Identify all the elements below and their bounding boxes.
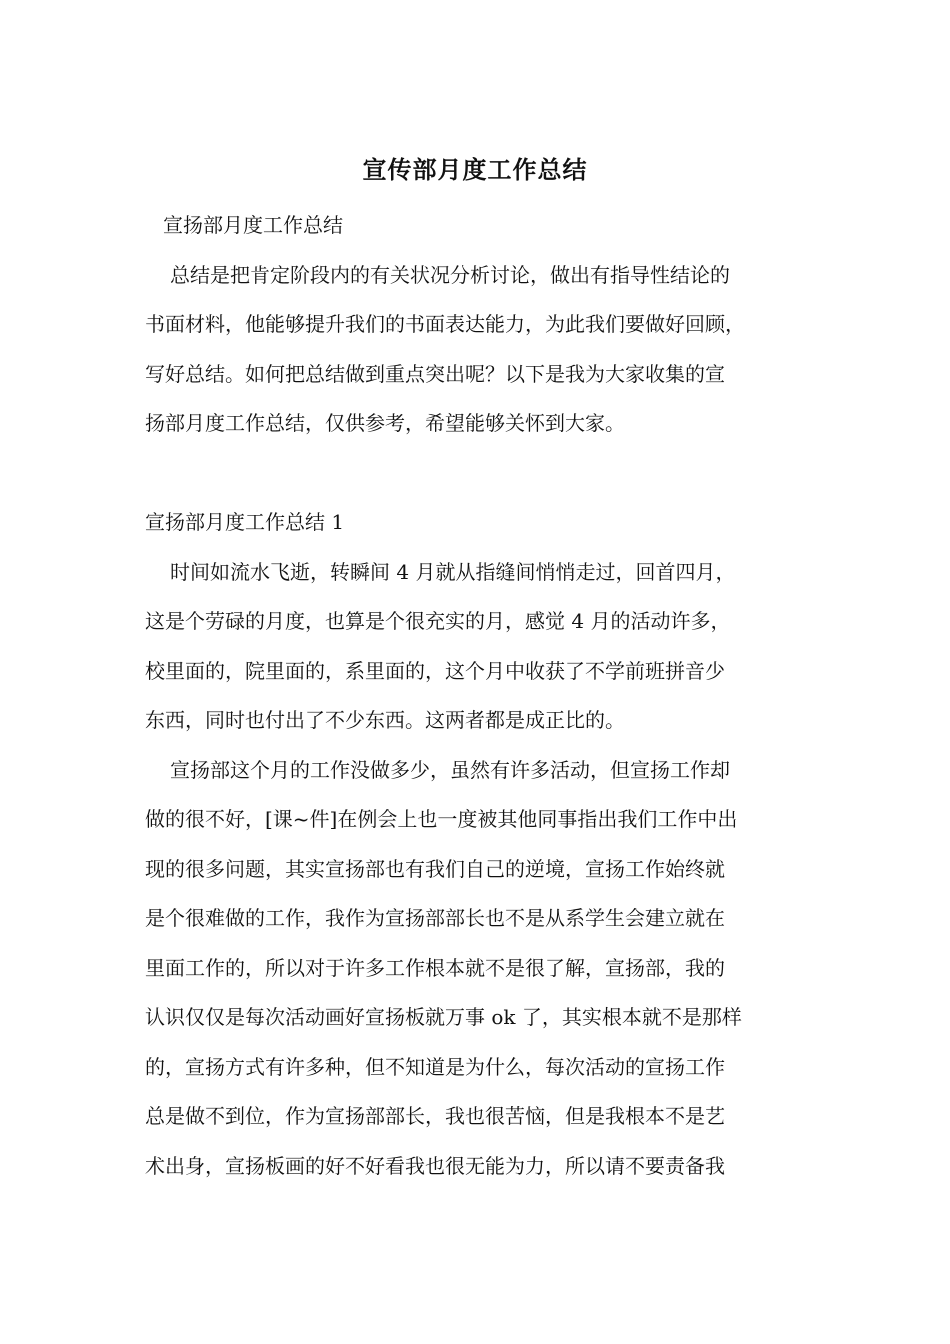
paragraph-line: 宣扬部这个月的工作没做多少，虽然有许多活动，但宣扬工作却 — [170, 757, 730, 782]
paragraph-line: 里面工作的，所以对于许多工作根本就不是很了解，宣扬部，我的 — [145, 955, 725, 980]
paragraph-line: 东西，同时也付出了不少东西。这两者都是成正比的。 — [145, 708, 625, 732]
paragraph-line: 这是个劳碌的月度，也算是个很充实的月，感觉 4 月的活动许多， — [145, 609, 731, 633]
intro-line: 扬部月度工作总结，仅供参考，希望能够关怀到大家。 — [145, 411, 625, 435]
paragraph-line: 现的很多问题，其实宣扬部也有我们自己的逆境，宣扬工作始终就 — [145, 856, 725, 881]
paragraph-line: 校里面的，院里面的，系里面的，这个月中收获了不学前班拼音少 — [145, 658, 725, 683]
paragraph-line: 时间如流水飞逝，转瞬间 4 月就从指缝间悄悄走过，回首四月， — [170, 559, 736, 584]
intro-line: 书面材料，他能够提升我们的书面表达能力，为此我们要做好回顾， — [145, 312, 745, 336]
paragraph-line: 是个很难做的工作，我作为宣扬部部长也不是从系学生会建立就在 — [145, 906, 725, 930]
paragraph-line: 的，宣扬方式有许多种，但不知道是为什么，每次活动的宣扬工作 — [145, 1054, 725, 1079]
intro-line: 写好总结。如何把总结做到重点突出呢？以下是我为大家收集的宣 — [145, 361, 725, 386]
intro-line: 总结是把肯定阶段内的有关状况分析讨论，做出有指导性结论的 — [170, 262, 730, 287]
paragraph-line: 认识仅仅是每次活动画好宣扬板就万事 ok 了，其实根本就不是那样 — [145, 1005, 742, 1029]
intro-heading: 宣扬部月度工作总结 — [163, 213, 343, 237]
section-heading: 宣扬部月度工作总结 1 — [145, 510, 345, 534]
intro-block — [145, 201, 825, 449]
paragraph-line: 总是做不到位，作为宣扬部部长，我也很苦恼，但是我根本不是艺 — [145, 1104, 725, 1128]
paragraph-line: 做的很不好，[课~件]在例会上也一度被其他同事指出我们工作中出 — [145, 807, 738, 831]
paragraph-line: 术出身，宣扬板画的好不好看我也很无能为力，所以请不要责备我 — [145, 1153, 725, 1178]
section-block — [145, 498, 825, 1191]
document-title: 宣传部月度工作总结 — [362, 155, 588, 184]
